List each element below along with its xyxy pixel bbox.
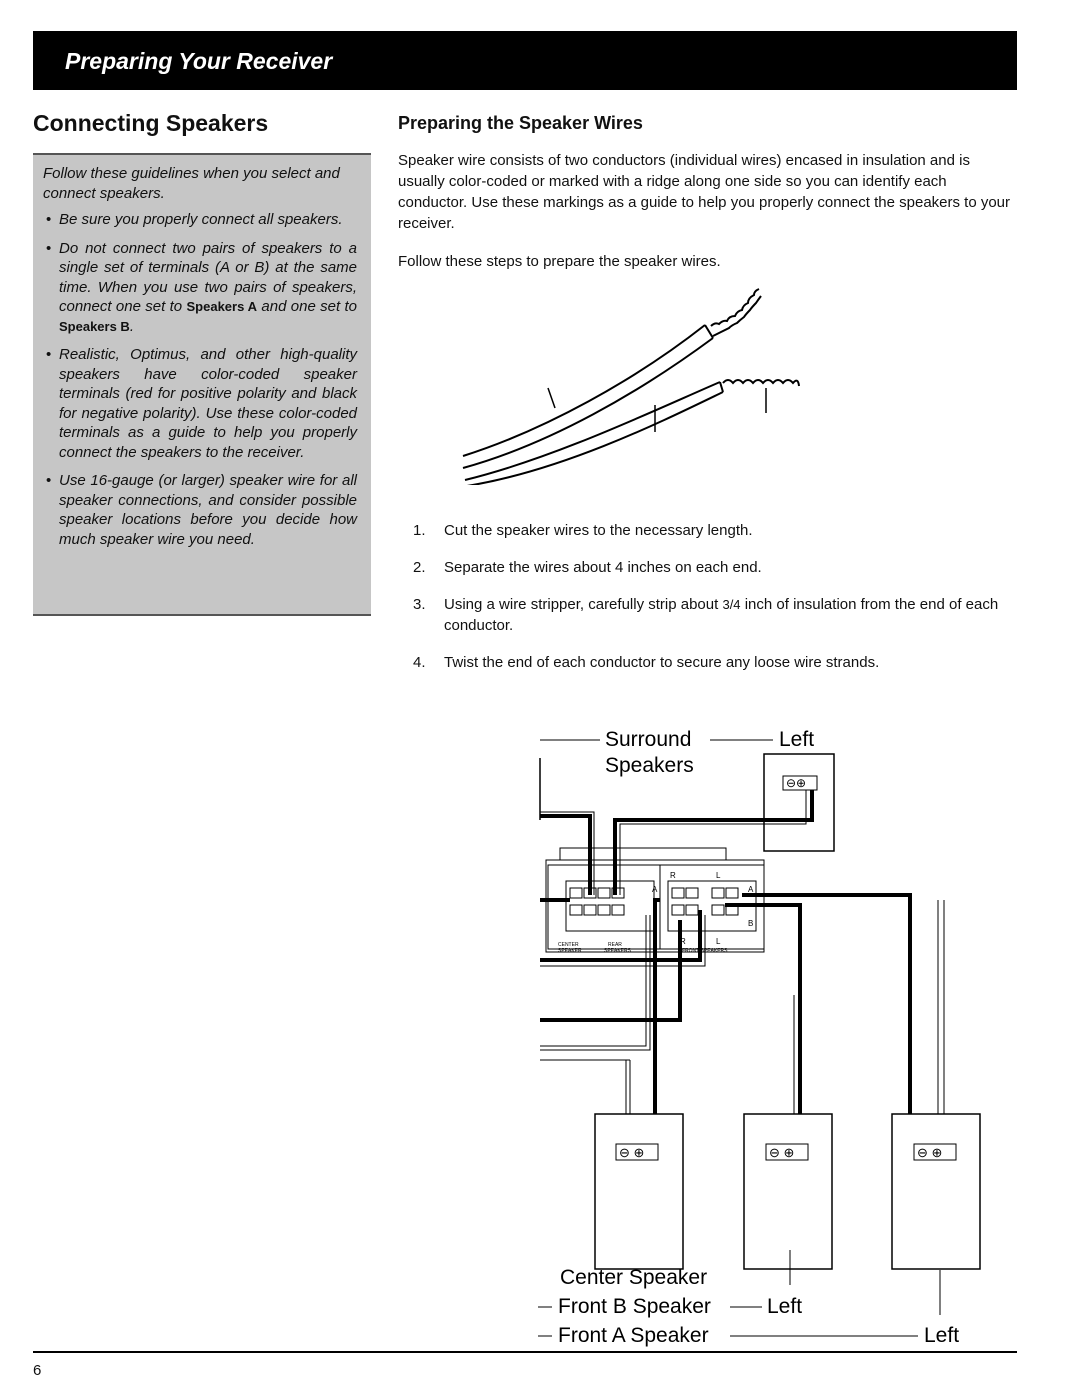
- step-1: 1. Cut the speaker wires to the necessary length.: [413, 522, 753, 539]
- speaker-connection-diagram: [530, 720, 1000, 1350]
- left-mid-label: Left: [767, 1295, 803, 1318]
- terminal-a-right: A: [748, 885, 754, 894]
- speakers-b-label: Speakers B: [59, 318, 130, 334]
- front-a-speaker-label: Front A Speaker: [558, 1324, 709, 1347]
- terminal-r-top: R: [670, 871, 676, 880]
- guidelines-list: [43, 210, 357, 549]
- terminal-a-left: A: [652, 885, 658, 894]
- guideline-item: • Realistic, Optimus, and other high-quality speakers have color-coded speaker terminals (red for positive polarity and black for negative polarity). Use these color-coded terminals as a guide to help you properly connect the speakers to the receiver.: [46, 346, 357, 461]
- center-terminal-label: CENTER: [558, 942, 579, 948]
- subsection-title: Preparing the Speaker Wires: [398, 113, 643, 133]
- speaker-wire-illustration: [455, 280, 800, 485]
- front-terminal-label: FRONT SPEAKERS: [682, 948, 728, 954]
- steps-intro: Follow these steps to prepare the speaker wires.: [398, 253, 721, 270]
- front-b-speaker-label: Front B Speaker: [558, 1295, 711, 1318]
- left-bottom-label: Left: [924, 1324, 960, 1347]
- front-a-left-speaker-box: [892, 1114, 980, 1269]
- page-number: 6: [33, 1362, 42, 1379]
- section-title: Connecting Speakers: [33, 110, 269, 136]
- step-3: 3. Using a wire stripper, carefully strip about 3/4 inch of insulation from the end of each conductor.: [413, 596, 999, 634]
- footer-rule: [33, 1351, 1017, 1353]
- svg-text:⊖ ⊕: ⊖ ⊕: [917, 1145, 943, 1160]
- svg-text:⊖⊕: ⊖⊕: [786, 776, 807, 790]
- left-top-label: Left: [779, 728, 815, 751]
- center-terminal-label-2: SPEAKER: [558, 948, 582, 954]
- guideline-item: • Use 16-gauge (or larger) speaker wire for all speaker connections, and consider possible speaker locations before you decide how much speaker wire you need.: [46, 472, 357, 548]
- page-header-title: Preparing Your Receiver: [65, 48, 333, 74]
- rear-terminal-label: REAR: [608, 942, 622, 948]
- terminal-r-bottom: R: [680, 937, 686, 946]
- surround-label: Surround: [605, 728, 692, 751]
- speakers-a-label: Speakers A: [186, 299, 258, 314]
- svg-text:⊖ ⊕: ⊖ ⊕: [769, 1145, 795, 1160]
- guidelines-sidebar: [33, 153, 371, 616]
- step-2: 2. Separate the wires about 4 inches on each end.: [413, 559, 762, 576]
- guideline-item: • Be sure you properly connect all speakers.: [46, 211, 343, 228]
- terminal-l-top: L: [716, 871, 721, 880]
- intro-paragraph: Speaker wire consists of two conductors (individual wires) encased in insulation and is usually color-coded or marked with a ridge along one side so you can identify each conductor. Use these markings as a guide to help you properly connect the speakers to your receiver.: [398, 152, 1011, 232]
- center-speaker-box: [595, 1114, 683, 1269]
- step-4: 4. Twist the end of each conductor to secure any loose wire strands.: [413, 654, 880, 671]
- speakers-label: Speakers: [605, 754, 694, 777]
- fraction: 3/4: [722, 597, 741, 612]
- sidebar-intro: Follow these guidelines when you select and connect speakers.: [43, 165, 340, 202]
- terminal-l-bottom: L: [716, 937, 721, 946]
- svg-text:⊖ ⊕: ⊖ ⊕: [619, 1145, 645, 1160]
- surround-left-speaker: [764, 754, 834, 851]
- rear-terminal-label-2: SPEAKERS: [604, 948, 631, 954]
- front-b-left-speaker-box: [744, 1114, 832, 1269]
- header-bar: [33, 31, 1017, 90]
- center-speaker-label: Center Speaker: [560, 1266, 708, 1289]
- guideline-item: • Do not connect two pairs of speakers to a single set of terminals (A or B) at the same time. When you use two pairs of speakers, connect one set to Speakers A and one set to Speakers B.: [46, 239, 358, 335]
- terminal-b: B: [748, 919, 754, 928]
